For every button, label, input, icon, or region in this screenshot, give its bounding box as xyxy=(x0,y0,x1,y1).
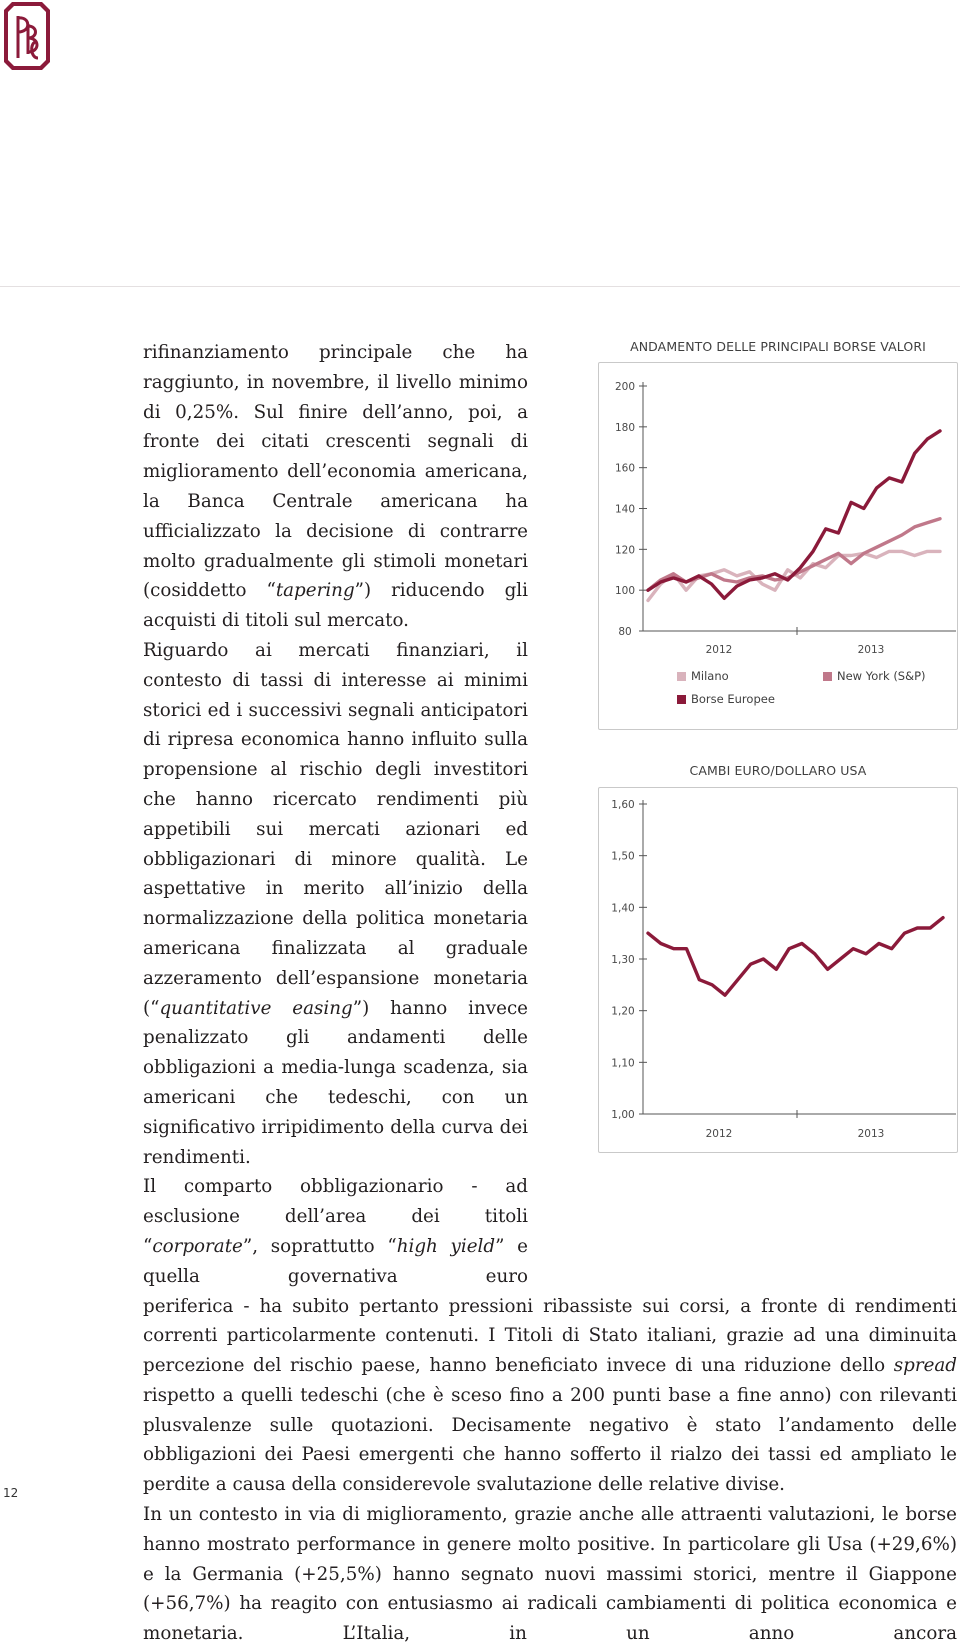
fx-chart-y-tick-label: 1,10 xyxy=(611,1057,634,1069)
fx-chart-y-tick-label: 1,50 xyxy=(611,851,634,863)
fx-chart-series-line-eur-usd xyxy=(648,918,943,996)
stock-chart-y-tick-label: 180 xyxy=(615,422,635,434)
stock-chart-y-tick-label: 80 xyxy=(618,626,631,638)
paragraph-bonds-start: Il comparto obbligazionario - ad esclusione dell’area dei titoli “corporate”, soprattutto “high yield” e quella governativa euro xyxy=(143,1172,528,1291)
fx-chart-y-tick-label: 1,20 xyxy=(611,1006,634,1018)
legend-label-new-york: New York (S&P) xyxy=(837,669,926,683)
chart-title-exchange-rate: CAMBI EURO/DOLLARO USA xyxy=(598,763,958,778)
paragraph-bonds-end: periferica - ha subito pertanto pressioni ribassiste sui corsi, a fronte di rendimenti correnti particolarmente contenuti. I Titoli di Stato italiani, grazie ad una diminuita percezione del rischio paese, hanno beneficiato invece di una riduzione dello spread rispetto a quelli tedeschi (che è sceso fino a 200 punti base a fine anno) con rilevanti plusvalenze sulle quotazioni. Decisamente negativo è stato l’andamento delle obbligazioni dei Paesi emergenti che hanno sofferto il rialzo dei tassi ed ampliato le perdite a causa della considerevole svalutazione delle relative divise. xyxy=(143,1292,957,1501)
chart-title-stock-markets: ANDAMENTO DELLE PRINCIPALI BORSE VALORI xyxy=(598,339,958,354)
stock-chart-y-tick-label: 120 xyxy=(615,544,635,556)
fx-chart-y-tick-label: 1,60 xyxy=(611,799,634,811)
legend-label-milano: Milano xyxy=(691,669,729,683)
stock-chart-x-tick-label: 2013 xyxy=(858,644,885,656)
fx-chart-x-tick-label: 2012 xyxy=(706,1128,733,1140)
fx-chart-y-tick-label: 1,00 xyxy=(611,1109,634,1121)
stock-chart-x-tick-label: 2012 xyxy=(706,644,733,656)
paragraph-financial-markets: Riguardo ai mercati finanziari, il contesto di tassi di interesse ai minimi storici ed i successivi segnali anticipatori di ripresa economica hanno influito sulla propensione al rischio degli investitori che hanno ricercato rendimenti più appetibili sui mercati azionari ed obbligazionari di minore qualità. Le aspettative in merito all’inizio della normalizzazione della politica monetaria americana finalizzata al graduale azzeramento dell’espansione monetaria (“quantitative easing”) hanno invece penalizzato gli andamenti delle obbligazioni a media-lunga scadenza, sia americani che tedeschi, con un significativo irripidimento della curva dei rendimenti. xyxy=(143,636,528,1172)
stock-chart-y-tick-label: 140 xyxy=(615,504,635,516)
stock-chart-y-tick-label: 200 xyxy=(615,381,635,393)
paragraph-monetary-policy: rifinanziamento principale che ha raggiunto, in novembre, il livello minimo di 0,25%. Sul finire dell’anno, poi, a fronte dei citati crescenti segnali di miglioramento dell’economia americana, la Banca Centrale americana ha ufficializzato la decisione di contrarre molto gradualmente gli stimoli monetari (cosiddetto “tapering”) riducendo gli acquisti di titoli sul mercato. xyxy=(143,338,528,636)
fx-chart-x-tick-label: 2013 xyxy=(858,1128,885,1140)
fx-chart-y-tick-label: 1,40 xyxy=(611,902,634,914)
paragraph-equities: In un contesto in via di miglioramento, grazie anche alle attraenti valutazioni, le borse hanno mostrato performance in genere molto positive. In particolare gli Usa (+29,6%) e la Germania (+25,5%) hanno segnato nuovi massimi storici, mentre il Giappone (+56,7%) ha reagito con entusiasmo ai radicali cambiamenti di politica economica e monetaria. L’Italia, in un anno ancora xyxy=(143,1500,957,1649)
page-number: 12 xyxy=(3,1486,18,1500)
fx-chart-y-tick-label: 1,30 xyxy=(611,954,634,966)
stock-chart-y-tick-label: 100 xyxy=(615,585,635,597)
legend-label-borse-europee: Borse Europee xyxy=(691,692,775,706)
stock-chart-y-tick-label: 160 xyxy=(615,463,635,475)
